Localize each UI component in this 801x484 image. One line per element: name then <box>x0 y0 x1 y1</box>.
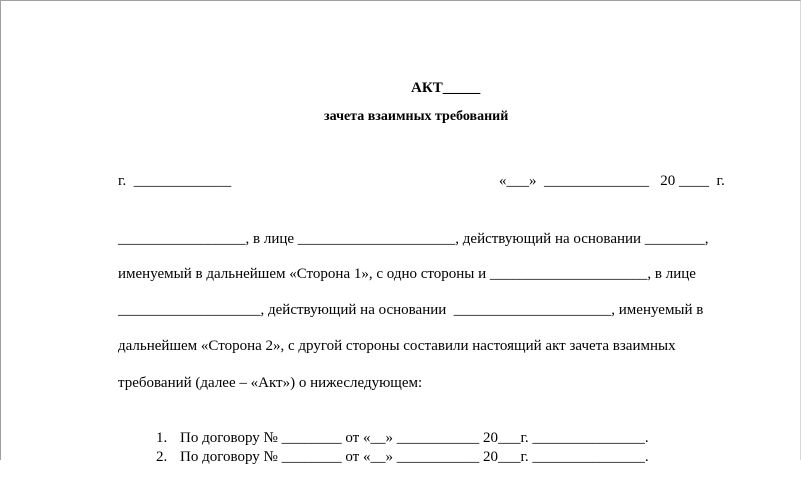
document-subtitle: зачета взаимных требований <box>324 109 509 124</box>
list-item <box>141 430 649 484</box>
paragraph-line: ___________________, действующий на основании _____________________, именуемый в <box>118 302 704 318</box>
date-line: «___» ______________ 20 ____ г. <box>499 173 725 189</box>
paragraph-line: дальнейшем «Сторона 2», с другой стороны составили настоящий акт зачета взаимных <box>118 338 676 354</box>
list-item-text: По договору № ________ от «__» ___________ 20___г. _______________. <box>180 430 649 446</box>
paragraph-line: именуемый в дальнейшем «Сторона 1», с одно стороны и _____________________, в лице <box>118 266 696 282</box>
document-title: АКТ_____ <box>411 80 481 96</box>
paragraph-line: _________________, в лице _____________________, действующий на основании ________, <box>118 231 709 247</box>
list-item-text: По договору № ________ от «__» ___________ 20___г. _______________. <box>180 449 649 465</box>
list-item-number: 1. <box>156 430 168 446</box>
list-item-number: 2. <box>156 449 168 465</box>
paragraph-line: требований (далее – «Акт») о нижеследующем: <box>118 375 423 391</box>
place-line: г. _____________ <box>118 173 232 189</box>
